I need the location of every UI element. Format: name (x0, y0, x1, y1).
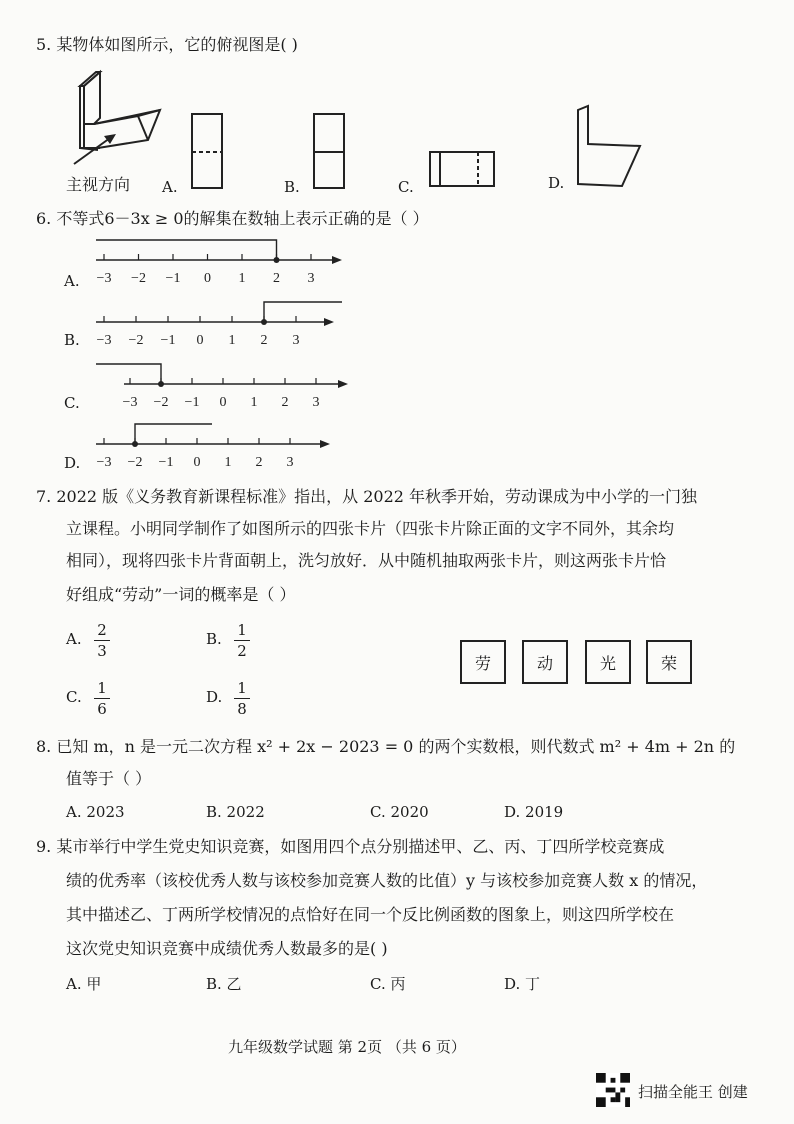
q7-d-num: 1 (237, 679, 247, 697)
tick-label: −2 (128, 333, 144, 348)
q5-option-b: B. (284, 178, 300, 196)
tick-label: 2 (273, 271, 280, 286)
tick-label: −2 (131, 271, 146, 286)
solid-point-0 (274, 257, 280, 263)
q8-option-c: C. 2020 (370, 803, 429, 821)
tick-label: −3 (96, 333, 112, 348)
tick-label: 3 (286, 455, 294, 470)
q6-option-b: B. (64, 331, 80, 349)
tick-label: 0 (219, 395, 227, 410)
solid-point-2 (158, 381, 164, 387)
q5-text: 5. 某物体如图所示，它的俯视图是( ) (36, 35, 298, 54)
q8-option-a: A. 2023 (66, 803, 125, 821)
tick-label: 2 (260, 333, 268, 348)
q5-solid-figure (80, 72, 160, 150)
axis-arrow-3 (320, 440, 330, 448)
q7-option-c: C. (66, 688, 82, 706)
tick-label: 1 (250, 395, 258, 410)
q7-line2: 立课程。小明同学制作了如图所示的四张卡片（四张卡片除正面的文字不同外，其余均 (66, 519, 675, 538)
q7-b-num: 1 (237, 621, 247, 639)
q9-option-b: B. 乙 (206, 975, 242, 993)
q5-option-b-figure (314, 114, 344, 188)
tick-label: −1 (184, 395, 200, 410)
q6-text: 6. 不等式6－3x ≥ 0的解集在数轴上表示正确的是（ ） (36, 209, 429, 228)
tick-label: 0 (196, 333, 204, 348)
page-footer: 九年级数学试题 第 2页 （共 6 页） (228, 1038, 466, 1056)
q8-line1: 8. 已知 m，n 是一元二次方程 x² + 2x − 2023 = 0 的两个实数根，则代数式 m² + 4m + 2n 的 (36, 737, 736, 756)
tick-label: −3 (96, 271, 112, 286)
tick-label: 1 (224, 455, 232, 470)
axis-arrow-1 (324, 318, 334, 326)
q7-b-den: 2 (237, 642, 247, 660)
q5-option-c: C. (398, 178, 414, 196)
q5-option-a: A. (162, 178, 178, 196)
q7-line1: 7. 2022 版《义务教育新课程标准》指出，从 2022 年秋季开始，劳动课成为中小学的一门独 (36, 487, 698, 506)
solution-marker-3 (135, 424, 212, 444)
q6-number-lines (0, 236, 360, 476)
q7-c-den: 6 (97, 700, 107, 718)
q8-option-d: D. 2019 (504, 803, 564, 821)
q7-d-den: 8 (237, 700, 247, 718)
axis-arrow-2 (338, 380, 348, 388)
tick-label: 1 (238, 271, 246, 286)
q9-line1: 9. 某市举行中学生党史知识竞赛，如图用四个点分别描述甲、乙、丙、丁四所学校竞赛成 (36, 837, 665, 856)
q9-line2: 绩的优秀率（该校优秀人数与该校参加竞赛人数的比值）y 与该校参加竞赛人数 x 的情况， (66, 871, 708, 890)
q7-option-a: A. (66, 630, 82, 648)
tick-label: −2 (127, 455, 143, 470)
solution-marker-1 (264, 302, 342, 322)
q7-c-num: 1 (97, 679, 107, 697)
tick-label: 3 (312, 395, 320, 410)
card-3: 光 (585, 640, 631, 684)
solid-point-3 (132, 441, 138, 447)
q7-option-d: D. (206, 688, 223, 706)
q5-figures (60, 66, 660, 196)
q5-option-d-figure (578, 106, 640, 186)
scanner-watermark: 扫描全能王 创建 (638, 1083, 748, 1101)
tick-label: −1 (158, 455, 174, 470)
card-1: 劳 (460, 640, 506, 684)
tick-label: −2 (153, 395, 169, 410)
q9-line4: 这次党史知识竞赛中成绩优秀人数最多的是( ) (66, 939, 388, 958)
q5-option-d: D. (548, 174, 565, 192)
q6-option-c: C. (64, 394, 80, 412)
q7-a-den: 3 (97, 642, 107, 660)
card-4: 荣 (646, 640, 692, 684)
tick-label: 3 (292, 333, 300, 348)
qr-code-icon (596, 1073, 630, 1107)
q7-line4: 好组成“劳动”一词的概率是（ ） (66, 585, 296, 604)
q5-option-c-figure (430, 152, 494, 186)
q8-line2: 值等于（ ） (66, 769, 152, 788)
tick-label: 0 (204, 271, 211, 286)
axis-arrow-0 (332, 256, 342, 264)
tick-label: −1 (165, 271, 181, 286)
q9-line3: 其中描述乙、丁两所学校情况的点恰好在同一个反比例函数的图象上，则这四所学校在 (66, 905, 675, 924)
q7-option-b-fraction (234, 622, 250, 659)
solution-marker-0 (96, 240, 277, 260)
q9-option-c: C. 丙 (370, 975, 406, 993)
q9-option-d: D. 丁 (504, 975, 541, 993)
tick-label: 2 (255, 455, 263, 470)
solid-point-1 (261, 319, 267, 325)
q6-option-a: A. (64, 272, 80, 290)
q7-line3: 相同），现将四张卡片背面朝上，洗匀放好．从中随机抽取两张卡片，则这两张卡片恰 (66, 551, 667, 570)
q7-a-num: 2 (97, 621, 107, 639)
q5-option-a-figure (192, 114, 222, 188)
q5-caption: 主视方向 (66, 175, 131, 194)
q7-option-b: B. (206, 630, 222, 648)
q7-option-c-fraction (94, 680, 110, 717)
tick-label: −1 (160, 333, 176, 348)
q8-option-b: B. 2022 (206, 803, 265, 821)
solution-marker-2 (96, 364, 161, 384)
tick-label: −3 (122, 395, 138, 410)
q7-option-d-fraction (234, 680, 250, 717)
q9-option-a: A. 甲 (66, 975, 102, 993)
tick-label: 0 (193, 455, 201, 470)
tick-label: 2 (281, 395, 289, 410)
q6-option-d: D. (64, 454, 81, 472)
q7-option-a-fraction (94, 622, 110, 659)
tick-label: −3 (96, 455, 112, 470)
tick-label: 1 (228, 333, 236, 348)
card-2: 动 (522, 640, 568, 684)
tick-label: 3 (307, 271, 315, 286)
